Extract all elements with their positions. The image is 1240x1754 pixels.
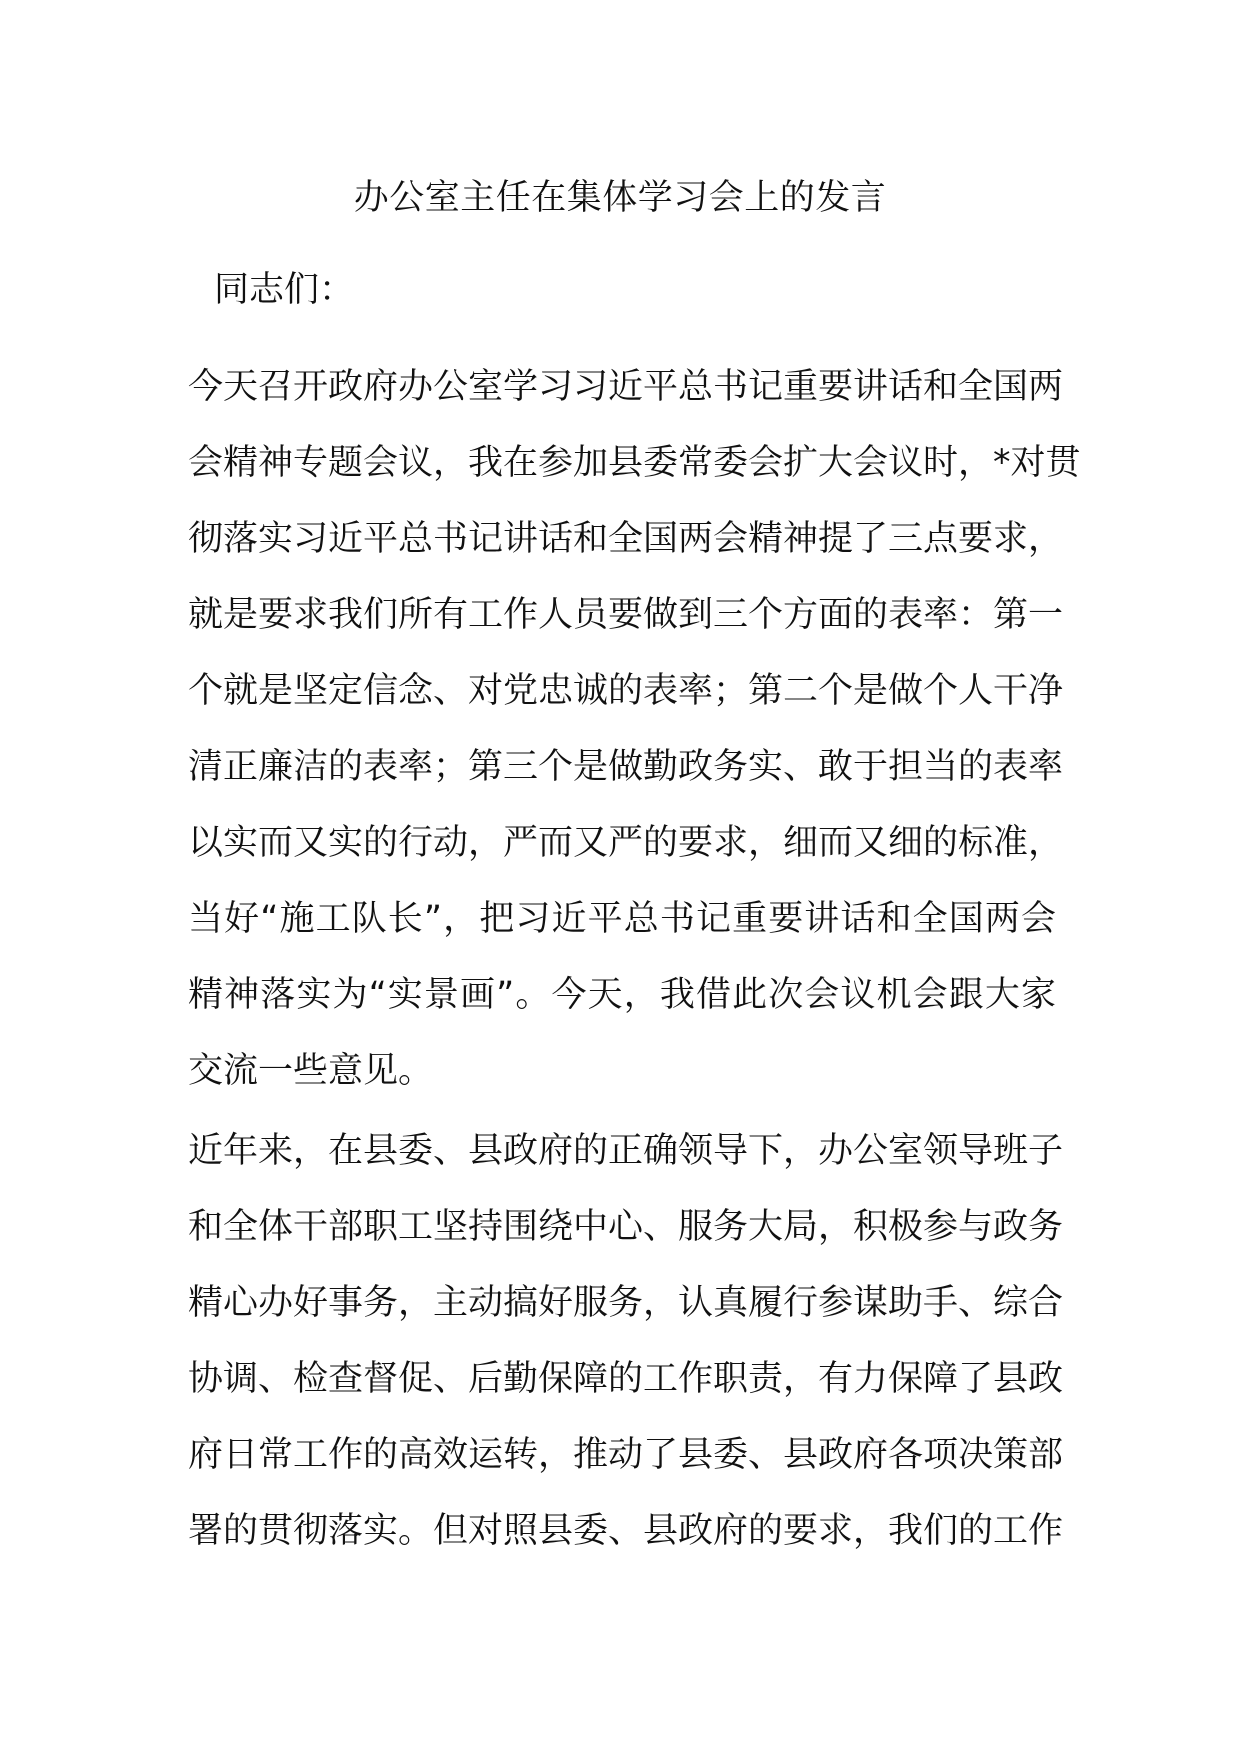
text-line: 近年来，在县委、县政府的正确领导下，办公室领导班子 bbox=[188, 1131, 1064, 1171]
text-line: 署的贯彻落实。但对照县委、县政府的要求，我们的工作 bbox=[188, 1511, 1064, 1551]
paragraph-opening bbox=[188, 349, 1081, 1109]
text-line: 精心办好事务，主动搞好服务，认真履行参谋助手、综合 bbox=[188, 1283, 1064, 1323]
paragraph-review bbox=[188, 1113, 1064, 1569]
text-line: 就是要求我们所有工作人员要做到三个方面的表率：第一 bbox=[188, 595, 1064, 635]
text-line: 和全体干部职工坚持围绕中心、服务大局，积极参与政务 bbox=[188, 1207, 1064, 1247]
text-line: 清正廉洁的表率；第三个是做勤政务实、敢于担当的表率 bbox=[188, 747, 1064, 787]
document-title: 办公室主任在集体学习会上的发言 bbox=[353, 178, 887, 218]
text-line: 彻落实习近平总书记讲话和全国两会精神提了三点要求， bbox=[188, 519, 1064, 559]
text-line: 精神落实为“实景画”。今天，我借此次会议机会跟大家 bbox=[188, 975, 1056, 1015]
text-line: 会精神专题会议，我在参加县委常委会扩大会议时，*对贯 bbox=[188, 443, 1081, 483]
text-line: 以实而又实的行动，严而又严的要求，细而又细的标准， bbox=[188, 823, 1064, 863]
text-line: 交流一些意见。 bbox=[188, 1051, 434, 1091]
text-line: 个就是坚定信念、对党忠诚的表率；第二个是做个人干净 bbox=[188, 671, 1064, 711]
text-line: 协调、检查督促、后勤保障的工作职责，有力保障了县政 bbox=[188, 1359, 1064, 1399]
text-line: 今天召开政府办公室学习习近平总书记重要讲话和全国两 bbox=[188, 367, 1064, 407]
text-line: 当好“施工队长”，把习近平总书记重要讲话和全国两会 bbox=[188, 899, 1056, 939]
text-line: 府日常工作的高效运转，推动了县委、县政府各项决策部 bbox=[188, 1435, 1064, 1475]
salutation: 同志们： bbox=[214, 270, 355, 310]
